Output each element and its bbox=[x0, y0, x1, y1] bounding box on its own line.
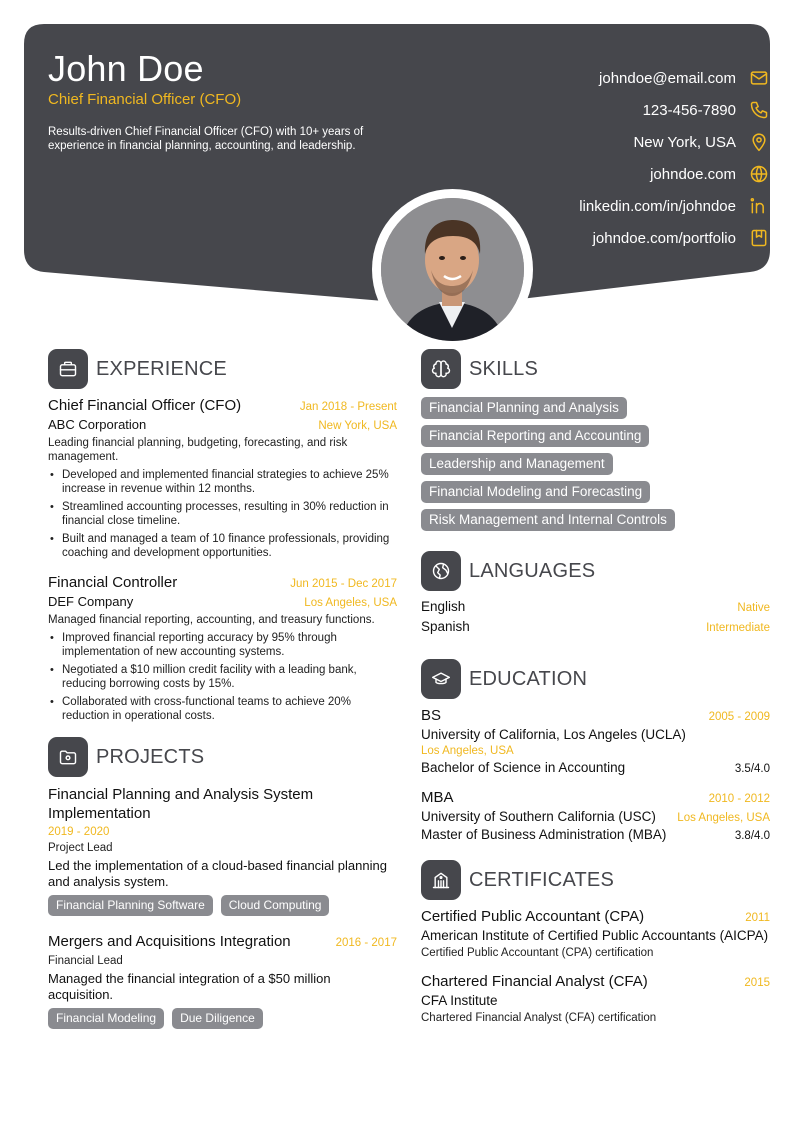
location-text: New York, USA bbox=[633, 133, 736, 151]
company-name: ABC Corporation bbox=[48, 417, 147, 432]
certificate-name: Chartered Financial Analyst (CFA) bbox=[421, 973, 648, 990]
certificates-header bbox=[421, 860, 770, 900]
contact-phone[interactable] bbox=[410, 94, 770, 126]
achievement-list bbox=[48, 631, 397, 723]
right-column bbox=[421, 349, 770, 1034]
bookmark-icon bbox=[748, 227, 770, 249]
education-entry bbox=[421, 789, 770, 842]
language-globe-icon bbox=[421, 551, 461, 591]
school-location: Los Angeles, USA bbox=[677, 812, 770, 824]
education-dates: 2005 - 2009 bbox=[708, 711, 770, 723]
job-title: Chief Financial Officer (CFO) bbox=[48, 397, 242, 414]
languages-title: LANGUAGES bbox=[469, 559, 596, 582]
briefcase-icon bbox=[48, 349, 88, 389]
skill-tag: Financial Reporting and Accounting bbox=[421, 425, 649, 447]
job-dates: Jun 2015 - Dec 2017 bbox=[290, 578, 397, 590]
gpa: 3.8/4.0 bbox=[734, 830, 770, 842]
contact-website[interactable] bbox=[410, 158, 770, 190]
language-level: Native bbox=[737, 602, 770, 614]
skill-tag: Financial Planning and Analysis bbox=[421, 397, 627, 419]
degree-field: Master of Business Administration (MBA) bbox=[421, 827, 667, 842]
email-text[interactable]: johndoe@email.com bbox=[599, 69, 736, 87]
mail-icon bbox=[748, 67, 770, 89]
job-location: Los Angeles, USA bbox=[304, 597, 397, 609]
degree-name: MBA bbox=[421, 789, 454, 806]
certificate-building-icon bbox=[421, 860, 461, 900]
company-name: DEF Company bbox=[48, 594, 134, 609]
project-role: Financial Lead bbox=[48, 955, 123, 967]
language-level: Intermediate bbox=[706, 622, 770, 634]
job-dates: Jan 2018 - Present bbox=[299, 401, 397, 413]
candidate-title: Chief Financial Officer (CFO) bbox=[48, 91, 242, 108]
certificate-description: Certified Public Accountant (CPA) certification bbox=[421, 947, 654, 959]
degree-field: Bachelor of Science in Accounting bbox=[421, 760, 626, 775]
certificate-issuer: CFA Institute bbox=[421, 993, 498, 1008]
brain-icon bbox=[421, 349, 461, 389]
profile-photo bbox=[381, 198, 524, 341]
language-name: Spanish bbox=[421, 619, 470, 634]
skill-tag: Financial Modeling and Forecasting bbox=[421, 481, 650, 503]
skill-tag: Risk Management and Internal Controls bbox=[421, 509, 675, 531]
school-location: Los Angeles, USA bbox=[421, 745, 514, 757]
linkedin-icon bbox=[748, 195, 770, 217]
folder-icon bbox=[48, 737, 88, 777]
language-row bbox=[421, 619, 770, 639]
certificates-title: CERTIFICATES bbox=[469, 868, 615, 891]
project-description: Led the implementation of a cloud-based financial planning and analysis system. bbox=[48, 858, 387, 889]
experience-entry bbox=[48, 397, 397, 560]
phone-text[interactable]: 123-456-7890 bbox=[642, 101, 736, 119]
achievement-list bbox=[48, 468, 397, 560]
globe-icon bbox=[748, 163, 770, 185]
candidate-name: John Doe bbox=[48, 48, 204, 89]
certificate-year: 2011 bbox=[745, 912, 770, 924]
project-dates: 2016 - 2017 bbox=[335, 937, 397, 949]
job-description: Leading financial planning, budgeting, forecasting, and risk management. bbox=[48, 437, 348, 463]
education-entry bbox=[421, 707, 770, 775]
skills-title: SKILLS bbox=[469, 357, 539, 380]
project-tag: Financial Modeling bbox=[48, 1008, 164, 1029]
certificate-issuer: American Institute of Certified Public Accountants (AICPA) bbox=[421, 928, 769, 943]
profile-summary: Results-driven Chief Financial Officer (CFO) with 10+ years of experience in financial planning, accounting, and leadership. bbox=[48, 126, 364, 152]
skills-header bbox=[421, 349, 770, 389]
achievement-item: • Improved financial reporting accuracy by 95% through implementation of new accounting systems. bbox=[48, 631, 397, 659]
certificate-entry bbox=[421, 908, 770, 959]
phone-icon bbox=[748, 99, 770, 121]
left-column bbox=[48, 349, 397, 1039]
graduation-cap-icon bbox=[421, 659, 461, 699]
school-name: University of Southern California (USC) bbox=[421, 809, 656, 824]
project-tag: Due Diligence bbox=[172, 1008, 263, 1029]
location-pin-icon bbox=[748, 131, 770, 153]
gpa: 3.5/4.0 bbox=[734, 763, 770, 775]
website-text[interactable]: johndoe.com bbox=[650, 165, 736, 183]
project-dates: 2019 - 2020 bbox=[48, 826, 110, 838]
education-header bbox=[421, 659, 770, 699]
school-name: University of California, Los Angeles (UCLA) bbox=[421, 727, 686, 742]
project-tags bbox=[48, 895, 397, 916]
project-name: Mergers and Acquisitions Integration bbox=[48, 933, 291, 950]
contact-location bbox=[410, 126, 770, 158]
degree-name: BS bbox=[421, 707, 442, 724]
project-description: Managed the financial integration of a $50 million acquisition. bbox=[48, 971, 331, 1002]
contact-email[interactable] bbox=[410, 62, 770, 94]
project-tag: Financial Planning Software bbox=[48, 895, 213, 916]
portfolio-text[interactable]: johndoe.com/portfolio bbox=[592, 229, 736, 247]
project-role: Project Lead bbox=[48, 842, 113, 854]
job-location: New York, USA bbox=[318, 420, 397, 432]
education-title: EDUCATION bbox=[469, 667, 588, 690]
project-tag: Cloud Computing bbox=[221, 895, 330, 916]
achievement-item: • Negotiated a $10 million credit facility with a leading bank, reducing borrowing costs by 15%. bbox=[48, 663, 397, 691]
language-row bbox=[421, 599, 770, 619]
experience-title: EXPERIENCE bbox=[96, 357, 227, 380]
linkedin-text[interactable]: linkedin.com/in/johndoe bbox=[579, 197, 736, 215]
languages-header bbox=[421, 551, 770, 591]
certificate-name: Certified Public Accountant (CPA) bbox=[421, 908, 645, 925]
job-title: Financial Controller bbox=[48, 574, 178, 591]
projects-title: PROJECTS bbox=[96, 745, 205, 768]
experience-header bbox=[48, 349, 397, 389]
certificate-year: 2015 bbox=[744, 977, 770, 989]
education-dates: 2010 - 2012 bbox=[708, 793, 770, 805]
achievement-item: • Streamlined accounting processes, resulting in 30% reduction in financial close timeline. bbox=[48, 500, 397, 528]
language-name: English bbox=[421, 599, 466, 614]
project-entry bbox=[48, 785, 397, 916]
project-tags bbox=[48, 1008, 397, 1029]
achievement-item: • Built and managed a team of 10 finance professionals, providing coaching and development opportunities. bbox=[48, 532, 397, 560]
project-entry bbox=[48, 932, 397, 1029]
job-description: Managed financial reporting, accounting, and treasury functions. bbox=[48, 614, 375, 626]
skill-list bbox=[421, 397, 770, 531]
skill-tag: Leadership and Management bbox=[421, 453, 613, 475]
achievement-item: • Developed and implemented financial strategies to achieve 25% increase in revenue within 12 months. bbox=[48, 468, 397, 496]
project-name: Financial Planning and Analysis System Implementation bbox=[48, 786, 314, 822]
certificate-description: Chartered Financial Analyst (CFA) certification bbox=[421, 1012, 657, 1024]
achievement-item: • Collaborated with cross-functional teams to achieve 20% reduction in operational costs. bbox=[48, 695, 397, 723]
experience-entry bbox=[48, 574, 397, 723]
certificate-entry bbox=[421, 973, 770, 1024]
projects-header bbox=[48, 737, 397, 777]
